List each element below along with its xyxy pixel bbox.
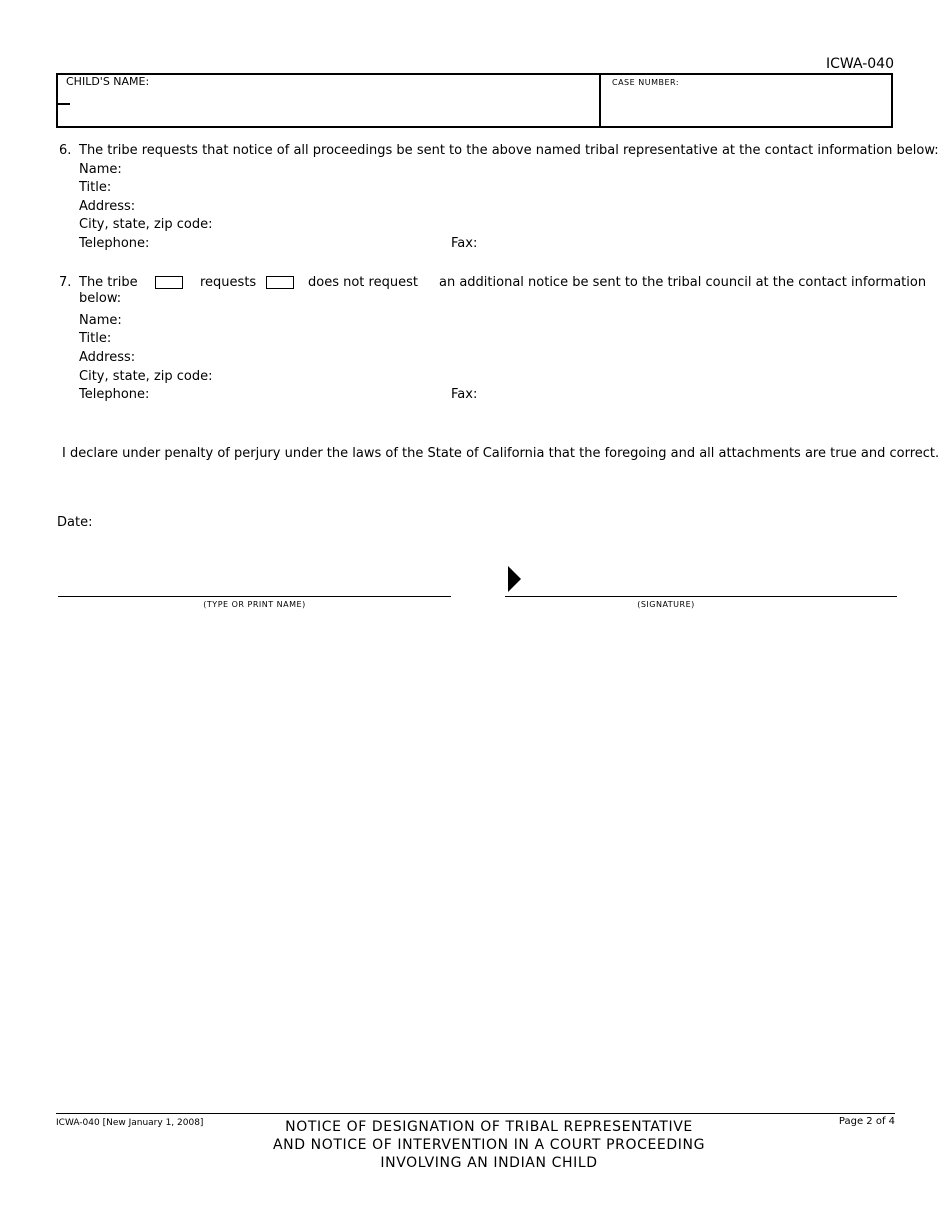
does-not-request-checkbox[interactable] bbox=[266, 276, 294, 289]
form-revision: ICWA-040 [New January 1, 2008] bbox=[56, 1118, 204, 1128]
item7-city-label: City, state, zip code: bbox=[79, 369, 213, 384]
page-number: Page 2 of 4 bbox=[838, 1116, 895, 1127]
print-name-line[interactable] bbox=[58, 596, 451, 597]
item7-name-label: Name: bbox=[79, 313, 122, 328]
form-title bbox=[200, 1118, 778, 1172]
case-number-label: CASE NUMBER: bbox=[612, 78, 680, 87]
item7-number: 7. bbox=[59, 275, 72, 290]
item6-city-label: City, state, zip code: bbox=[79, 217, 213, 232]
date-label: Date: bbox=[57, 515, 93, 530]
form-id: ICWA-040 bbox=[825, 56, 894, 72]
form-title-line-2: AND NOTICE OF INTERVENTION IN A COURT PROCEEDING bbox=[272, 1137, 706, 1153]
print-name-label: (TYPE OR PRINT NAME) bbox=[203, 600, 306, 609]
item6-number: 6. bbox=[59, 143, 72, 158]
item7-text: an additional notice be sent to the tribal council at the contact information bbox=[439, 275, 927, 290]
item7-telephone-label: Telephone: bbox=[79, 387, 150, 402]
item7-text-below: below: bbox=[79, 291, 122, 306]
form-title-line-3: INVOLVING AN INDIAN CHILD bbox=[380, 1155, 598, 1171]
item6-telephone-label: Telephone: bbox=[79, 236, 150, 251]
signature-arrow-icon bbox=[508, 566, 521, 592]
child-name-tick bbox=[58, 103, 70, 105]
form-title-line-1: NOTICE OF DESIGNATION OF TRIBAL REPRESENTATIVE bbox=[285, 1119, 693, 1135]
item6-name-label: Name: bbox=[79, 162, 122, 177]
item6-text: The tribe requests that notice of all proceedings be sent to the above named tribal representative at the contact information below: bbox=[79, 143, 939, 158]
requests-checkbox[interactable] bbox=[155, 276, 183, 289]
item6-title-label: Title: bbox=[79, 180, 112, 195]
signature-label: (SIGNATURE) bbox=[637, 600, 695, 609]
child-name-label: CHILD'S NAME: bbox=[66, 75, 150, 88]
item7-fax-label: Fax: bbox=[451, 387, 478, 402]
caption-divider bbox=[599, 73, 601, 128]
requests-label: requests bbox=[200, 275, 257, 290]
caption-box bbox=[56, 73, 893, 128]
item7-title-label: Title: bbox=[79, 331, 112, 346]
item7-address-label: Address: bbox=[79, 350, 136, 365]
signature-line[interactable] bbox=[505, 596, 897, 597]
item7-the-tribe: The tribe bbox=[79, 275, 138, 290]
footer-rule bbox=[56, 1113, 895, 1114]
item6-address-label: Address: bbox=[79, 199, 136, 214]
declaration-text: I declare under penalty of perjury under the laws of the State of California that the foregoing and all attachments are true and correct. bbox=[62, 446, 940, 461]
does-not-request-label: does not request bbox=[308, 275, 418, 290]
item6-fax-label: Fax: bbox=[451, 236, 478, 251]
